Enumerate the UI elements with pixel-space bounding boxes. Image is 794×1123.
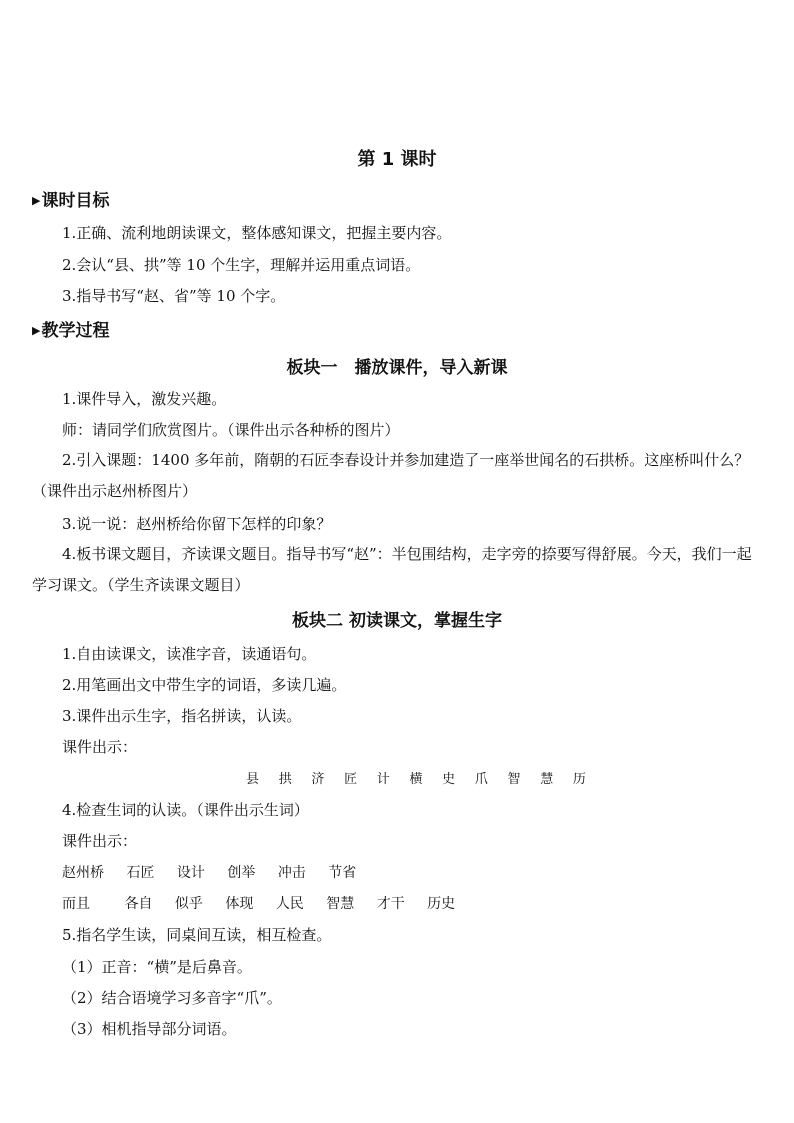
character-item: 智: [507, 772, 521, 787]
word-item: 才干: [376, 896, 405, 912]
triangle-marker-icon: ▶: [32, 324, 41, 337]
block1-step-1: 1.课件导入，激发兴趣。: [62, 390, 227, 408]
character-item: 济: [311, 772, 325, 787]
word-item: 而且: [62, 896, 90, 912]
block1-step-3: 3.说一说：赵州桥给你留下怎样的印象？: [62, 515, 332, 533]
process-heading: [32, 316, 109, 341]
character-item: 横: [409, 772, 423, 787]
character-item: 爪: [474, 772, 488, 787]
character-item: 匠: [344, 772, 358, 787]
triangle-marker-icon: ▶: [32, 194, 41, 207]
courseware-label-1: 课件出示：: [62, 738, 138, 756]
new-characters-list: [246, 768, 586, 787]
character-item: 史: [442, 772, 456, 787]
objectives-heading-text: 课时目标: [41, 191, 110, 211]
courseware-label-2: 课件出示：: [62, 832, 138, 850]
block2-step-5: 5.指名学生读，同桌间互读，相互检查。: [62, 926, 332, 944]
word-item: 创举: [227, 865, 256, 881]
word-item: 设计: [176, 865, 205, 881]
block1-teacher-line: 师：请同学们欣赏图片。（课件出示各种桥的图片）: [62, 421, 400, 439]
word-item: 各自: [124, 896, 153, 912]
block2-sub-1: （1）正音：“横”是后鼻音。: [62, 958, 252, 976]
block1-title: 板块一 播放课件，导入新课: [286, 358, 508, 378]
objective-item-3: 3.指导书写“赵、省”等 10 个字。: [62, 287, 286, 305]
block2-sub-2: （2）结合语境学习多音字“爪”。: [62, 989, 282, 1007]
word-item: 智慧: [326, 896, 355, 912]
objective-item-2: 2.会认“县、拱”等 10 个生字，理解并运用重点词语。: [62, 256, 421, 274]
block2-step-3: 3.课件出示生字，指名拼读，认读。: [62, 707, 302, 725]
block2-sub-3: （3）相机指导部分词语。: [62, 1020, 237, 1038]
word-item: 人民: [275, 896, 304, 912]
objectives-heading: [32, 186, 109, 211]
page-title: 第 1 课时: [357, 149, 437, 170]
word-item: 历史: [427, 896, 456, 912]
character-item: 拱: [278, 772, 292, 787]
character-item: 计: [376, 772, 390, 787]
block2-step-1: 1.自由读课文，读准字音，读通语句。: [62, 645, 317, 663]
block1-step-4: 4.板书课文题目，齐读课文题目。指导书写“赵”：半包围结构，走字旁的捺要写得舒展。今天，我们一起学习课文。（学生齐读课文题目）: [32, 545, 752, 594]
process-heading-text: 教学过程: [41, 321, 110, 341]
word-item: 体现: [225, 896, 254, 912]
block2-step-4: 4.检查生词的认读。（课件出示生词）: [62, 801, 309, 819]
block1-step-2: 2.引入课题：1400 多年前，隋朝的石匠李春设计并参加建造了一座举世闻名的石拱桥。这座桥叫什么？（课件出示赵州桥图片）: [32, 451, 750, 500]
word-item: 赵州桥: [62, 865, 104, 881]
word-item: 石匠: [126, 865, 155, 881]
block2-step-2: 2.用笔画出文中带生字的词语，多读几遍。: [62, 676, 347, 694]
objective-item-1: 1.正确、流利地朗读课文，整体感知课文，把握主要内容。: [62, 224, 452, 242]
character-item: 历: [572, 772, 586, 787]
word-item: 似乎: [174, 896, 203, 912]
word-list-row-2: [62, 893, 473, 913]
character-item: 县: [246, 772, 260, 787]
block2-title: 板块二 初读课文，掌握生字: [292, 611, 502, 631]
word-list-row-1: [62, 862, 374, 882]
character-item: 慧: [540, 772, 554, 787]
word-item: 冲击: [277, 865, 306, 881]
word-item: 节省: [328, 865, 357, 881]
